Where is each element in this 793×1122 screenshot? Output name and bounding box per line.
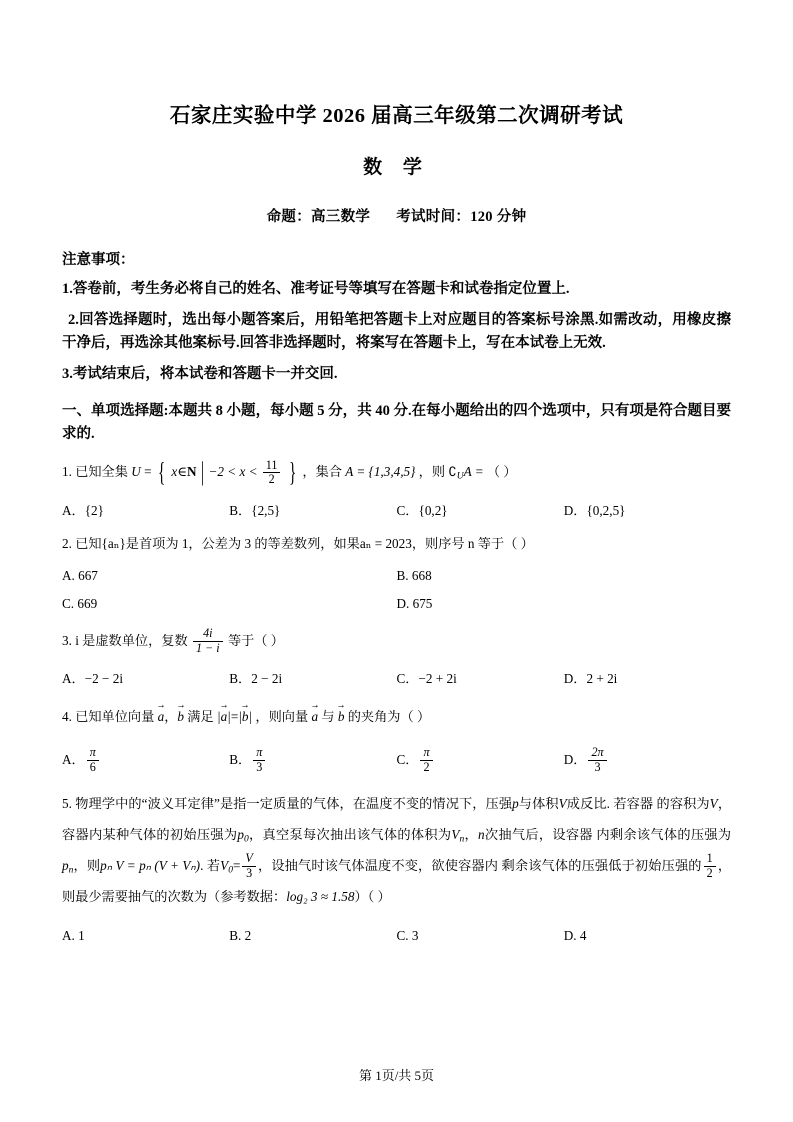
q4-option-c[interactable] xyxy=(397,747,564,775)
q1-tail: （ ） xyxy=(486,464,517,480)
q4-options xyxy=(62,747,731,775)
q5-vn: V xyxy=(451,826,460,842)
meta-prefix: 命题： xyxy=(266,209,311,225)
q3-frac-den: 1 − i xyxy=(193,641,223,656)
q4-option-d[interactable] xyxy=(564,747,731,775)
q5-frac-half-num: 1 xyxy=(706,851,713,866)
q4-num: 4. xyxy=(62,708,72,724)
q5-option-b[interactable]: B. 2 xyxy=(229,928,252,944)
q4-vector-c: → a xyxy=(311,701,318,731)
notice-line-2: 2.回答选择题时，选出每小题答案后，用铅笔把答题卡上对应题目的答案标号涂黑.如需改动，用橡皮擦干净后，再选涂其他案标号.回答非选择题时，将案写在答题卡上，写在本试卷上无效. xyxy=(62,312,731,351)
q5-n: n xyxy=(477,826,485,842)
q2-options-row-2 xyxy=(62,596,731,612)
q3-options xyxy=(62,668,731,687)
q5-option-d[interactable]: D. 4 xyxy=(563,928,587,944)
q4-comma: ， xyxy=(164,708,178,724)
q5-v0: V xyxy=(220,857,229,873)
page-footer: 第 1页/共 5页 xyxy=(358,1068,435,1083)
q5-volume-symbol: V xyxy=(558,796,567,812)
page-title: 石家庄实验中学 2026 届高三年级第二次调研考试 xyxy=(169,105,624,127)
q1-fraction xyxy=(263,459,281,487)
q1-stem-b: ，集合 xyxy=(302,464,342,480)
q1-complement-a: A = xyxy=(463,464,484,480)
q5-line4-a: 剩余该气体的压强低于初始压强的 xyxy=(501,857,702,873)
q5-log-value: log₂ 3 ≈ 1.58 xyxy=(286,888,355,904)
q5-line1-b: 与体积 xyxy=(518,796,559,812)
q4-text-c: ，则向量 xyxy=(255,708,309,724)
q2-option-a[interactable]: A. 667 xyxy=(62,567,98,583)
q5-line3-b: ，则 xyxy=(73,857,101,873)
q4-text-b: 满足 xyxy=(187,708,214,724)
q3-fraction xyxy=(193,627,223,655)
notice-line-1: 1.答卷前，考生务必将自己的姓名、准考证号等填写在答题卡和试卷指定位置上. xyxy=(62,281,570,297)
q4-option-c-den: 2 xyxy=(420,760,432,775)
q2-option-b[interactable]: B. 668 xyxy=(396,567,432,583)
q4-equals: = xyxy=(230,708,239,724)
q4-option-a-num: π xyxy=(89,745,96,760)
q5-line2-c: ，真空泵每次抽出该气体的体积为 xyxy=(248,826,452,842)
q5-options xyxy=(62,928,731,944)
q5-line3-a: 内剩余该气体的压强为 xyxy=(596,826,732,842)
q5-volume-v: V xyxy=(709,796,718,812)
q3-text-a: i 是虚数单位，复数 xyxy=(75,632,188,648)
q1-brace-open: { xyxy=(157,455,166,487)
q1-option-b[interactable]: B．{2,5} xyxy=(229,503,281,519)
q5-pn: p xyxy=(62,857,69,873)
q5-line2-d: ， xyxy=(464,826,478,842)
q1-complement-sub: U xyxy=(456,471,464,482)
q1-option-a[interactable]: A．{2} xyxy=(62,503,104,519)
q4-abs-b: → |b| xyxy=(238,701,252,731)
q4-vector-d: → b xyxy=(338,701,345,731)
q4-option-a[interactable] xyxy=(62,747,229,775)
q3-frac-num: 4i xyxy=(203,626,213,641)
q2-options-row-1 xyxy=(62,568,731,584)
q1-var-x: x xyxy=(171,464,178,480)
q4-option-b[interactable] xyxy=(229,747,396,775)
q5-equation: pₙ V = pₙ (V + Vₙ) xyxy=(100,857,201,873)
q5-option-c[interactable]: C. 3 xyxy=(396,928,419,944)
q4-option-c-label: C． xyxy=(396,752,419,768)
q1-option-c[interactable]: C．{0,2} xyxy=(396,503,448,519)
question-4 xyxy=(62,701,731,731)
question-2 xyxy=(62,533,731,555)
q5-frac-v3-num: V xyxy=(245,851,253,866)
meta-time-label: 考试时间： xyxy=(396,209,471,225)
q5-line3-c: . 若 xyxy=(200,857,221,873)
q5-frac-v3 xyxy=(242,852,255,880)
q1-set-a: A = {1,3,4,5} xyxy=(345,464,416,480)
q1-stem-a: 已知全集 xyxy=(75,464,128,480)
q4-option-d-den: 3 xyxy=(588,760,606,775)
q1-complement-symbol: ∁ xyxy=(448,464,457,480)
q5-num: 5. xyxy=(62,796,72,812)
q2-num: 2. xyxy=(62,536,72,552)
q5-line2-e: 次抽气后，设容器 xyxy=(484,826,593,842)
q4-option-d-num: 2π xyxy=(591,745,604,760)
q5-pn-sub: n xyxy=(68,865,74,876)
q1-brace-close: } xyxy=(288,455,297,487)
exam-meta xyxy=(62,205,731,226)
q4-text-d: 与 xyxy=(321,708,335,724)
q5-p0-sub: 0 xyxy=(243,833,249,844)
q2-option-d[interactable]: D. 675 xyxy=(396,595,433,611)
meta-author: 高三数学 xyxy=(311,209,371,225)
q3-option-b[interactable]: B．2 − 2i xyxy=(229,670,283,686)
q1-option-d[interactable]: D．{0,2,5} xyxy=(563,503,626,519)
q4-vector-b: → b xyxy=(177,701,184,731)
q1-inequality: −2 < x < xyxy=(208,464,258,480)
q4-option-d-label: D． xyxy=(563,752,587,768)
q5-line1-c: 成反比. 若容器 xyxy=(566,796,654,812)
question-1: 1. 已知全集 U = { x∈N | −2 < x < $\frac{11}{2}$ } ，集合 A = {1,3,4,5} ，则 $∁_UA$ = （ ） xyxy=(62,455,517,487)
q4-option-b-den: 3 xyxy=(253,760,265,775)
question-5: 5. 物理学中的“波义耳定律”是指一定质量的气体，在温度不变的情况下，压强p与体积V成反比. 若容器 的容积为V，容器内某种气体的初始压强为$p_0$，真空泵每次抽出该气体的体积为$V_n$，n次抽气后，设容器 内剩余该气体的压强为$p_n$，则pₙ V = pₙ (V + Vₙ). 若$V_0=$ $\frac{V}{3}$ ，设抽气时该气体温度不变，欲使容器内 剩余该气体的压强低于初始压强的 $\frac{1}{2}$ ，则最少需要抽气的次数为（参考数据：log₂ 3 ≈ 1.58）（ ） xyxy=(62,796,732,904)
q5-line1-a: 物理学中的“波义耳定律”是指一定质量的气体，在温度不变的情况下，压强 xyxy=(75,796,513,812)
q4-option-a-label: A． xyxy=(62,752,85,768)
subject-title: 数 学 xyxy=(363,157,430,178)
q5-line3-d: ，设抽气时该气体温度不变，欲使容器内 xyxy=(257,857,499,873)
q5-frac-half-den: 2 xyxy=(704,866,716,881)
q5-line4-c: ）（ ） xyxy=(354,888,391,904)
q5-line4-b: ，则最少需要抽气的次数为（参考数据： xyxy=(62,857,732,904)
q2-text: 已知{aₙ}是首项为 1，公差为 3 的等差数列，如果aₙ = 2023，则序号 n 等于（ ） xyxy=(75,536,534,552)
q1-options xyxy=(62,500,731,519)
q1-stem-c: ，则 xyxy=(418,464,446,480)
q2-option-c[interactable]: C. 669 xyxy=(62,595,98,611)
question-3 xyxy=(62,626,731,656)
q5-frac-v3-den: 3 xyxy=(242,866,255,881)
q1-in-symbol: ∈ xyxy=(177,464,188,480)
q3-option-c[interactable]: C．−2 + 2i xyxy=(396,670,457,686)
q5-vn-sub: n xyxy=(459,833,465,844)
q5-v0-sub: 0 xyxy=(228,865,233,876)
q4-abs-a: → |a| xyxy=(217,701,231,731)
q4-option-b-num: π xyxy=(256,745,263,760)
q4-option-c-num: π xyxy=(423,745,430,760)
q5-line2-a: 的容积为 xyxy=(656,796,710,812)
q4-option-a-den: 6 xyxy=(87,760,99,775)
q1-vertical-bar: | xyxy=(200,456,205,487)
q5-line2-b: ，容器内某种气体的初始压强为 xyxy=(62,796,732,842)
q4-vector-a: → a xyxy=(158,701,165,731)
q3-option-d[interactable]: D．2 + 2i xyxy=(563,670,618,686)
notice-heading: 注意事项： xyxy=(62,252,135,268)
q5-frac-half xyxy=(704,852,716,880)
notice-line-3: 3.考试结束后，将本试卷和答题卡一并交回. xyxy=(62,366,338,383)
section-1-heading: 一、单项选择题:本题共 8 小题，每小题 5 分，共 40 分.在每小题给出的四个选项中，只有项是符合题目要求的. xyxy=(62,402,731,443)
q4-text-e: 的夹角为（ ） xyxy=(347,708,431,724)
q5-p0: p xyxy=(237,826,244,842)
q1-frac-den: 2 xyxy=(263,472,281,487)
q3-num: 3. xyxy=(62,632,72,648)
q1-set-u: U xyxy=(131,464,141,480)
q5-pressure-symbol: p xyxy=(512,796,519,812)
q5-option-a[interactable]: A. 1 xyxy=(62,928,85,944)
q1-set-n: N xyxy=(187,464,197,480)
meta-time-value: 120 分钟 xyxy=(470,209,527,225)
q1-num: 1. xyxy=(62,464,72,480)
q3-option-a[interactable]: A．−2 − 2i xyxy=(62,670,124,686)
q4-option-b-label: B． xyxy=(229,752,252,768)
q3-text-b: 等于（ ） xyxy=(227,632,284,648)
q4-text-a: 已知单位向量 xyxy=(75,708,155,724)
q1-frac-num: 11 xyxy=(265,457,278,472)
